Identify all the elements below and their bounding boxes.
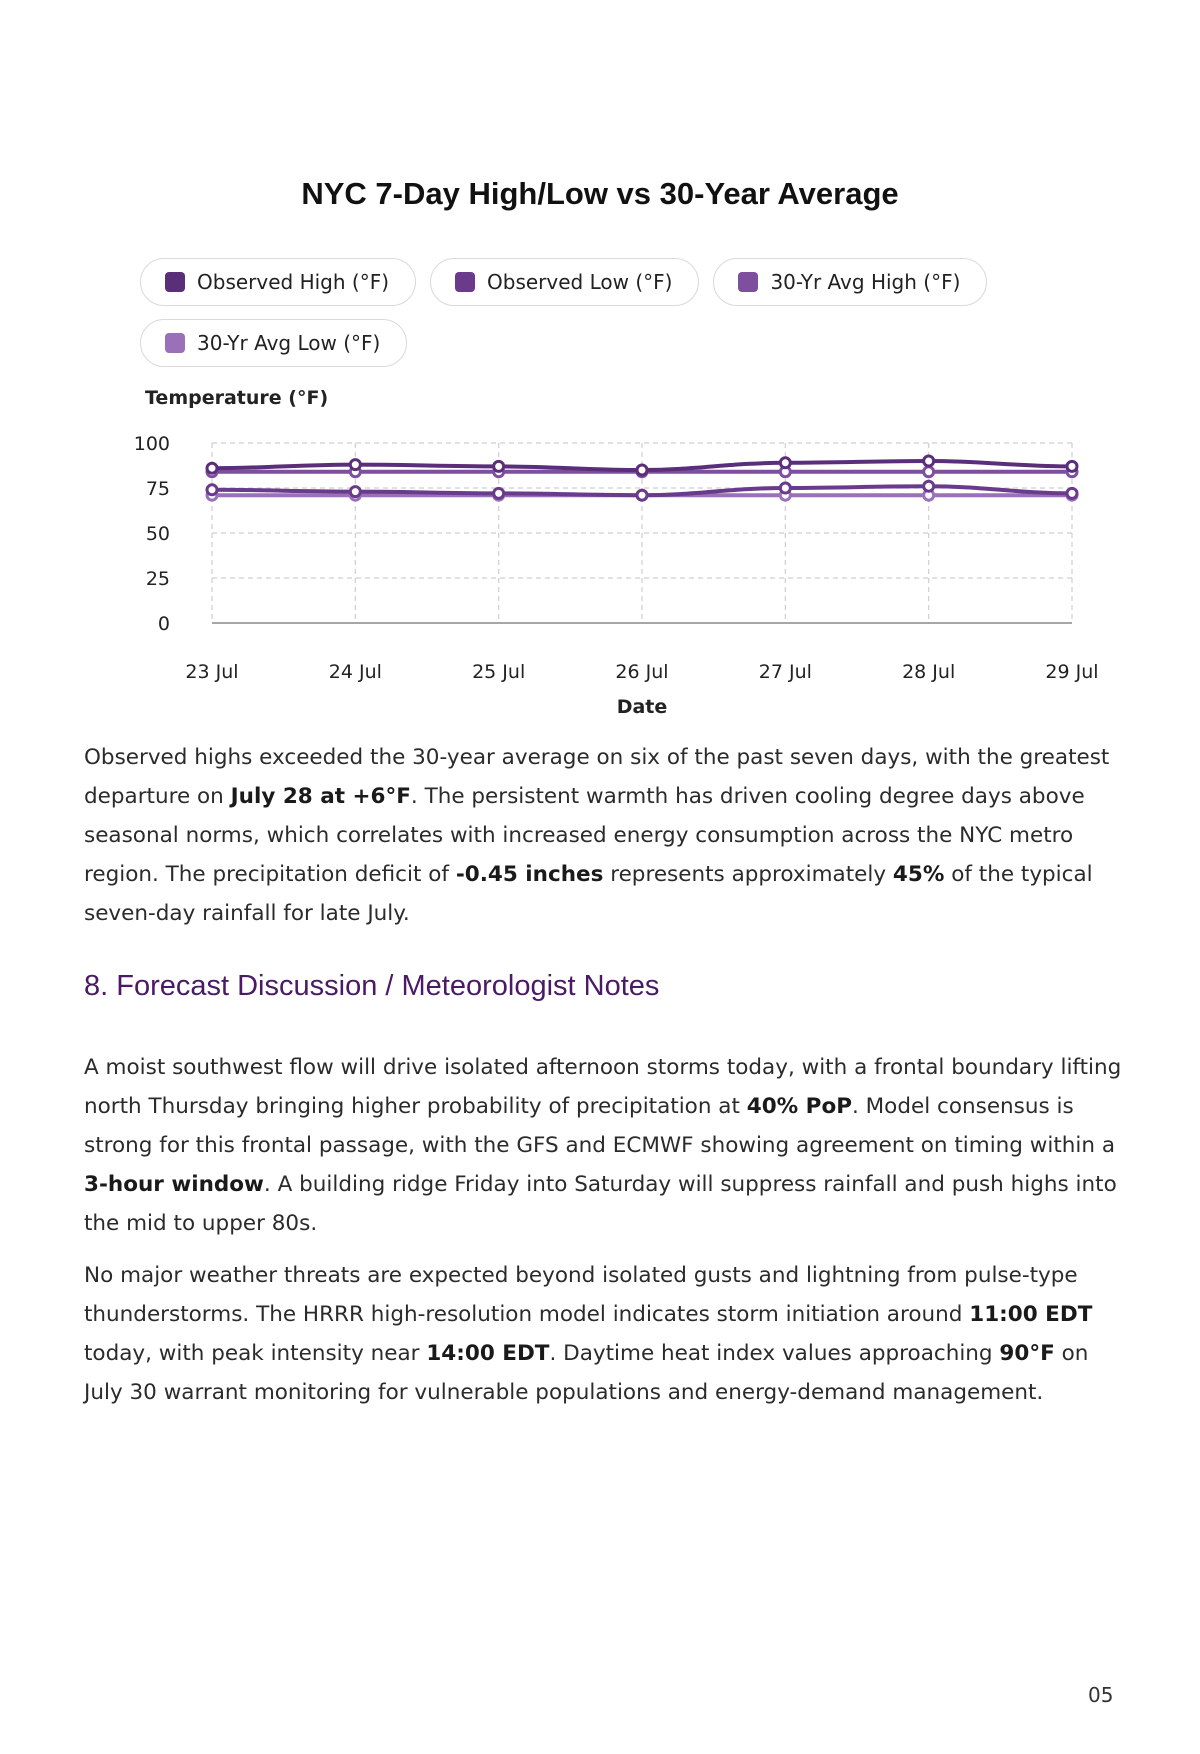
y-axis-label: Temperature (°F) [145, 387, 329, 409]
legend-swatch [738, 272, 758, 292]
legend-item-avg-high[interactable] [713, 258, 987, 306]
text-run: No major weather threats are expected beyond isolated gusts and lightning from pulse-type thunderstorms. The HRRR high-resolution model indicates storm initiation around [84, 1263, 1078, 1327]
emphasis-text: 14:00 EDT [426, 1341, 550, 1366]
x-tick-label: 28 Jul [902, 661, 956, 683]
legend-label: Observed High (°F) [197, 270, 390, 294]
section-heading: 8. Forecast Discussion / Meteorologist Notes [84, 970, 660, 1002]
x-axis-label: Date [616, 696, 668, 718]
legend-swatch [165, 272, 185, 292]
legend-item-observed-low[interactable] [430, 258, 699, 306]
y-tick-label: 0 [157, 613, 170, 635]
data-point [350, 460, 360, 470]
y-axis-ticks [134, 433, 170, 635]
page-number: 05 [1088, 1683, 1114, 1707]
chart-title: NYC 7-Day High/Low vs 30-Year Average [301, 176, 899, 211]
text-run: . Model consensus is strong for this frontal passage, with the GFS and ECMWF showing agreement on timing within a [84, 1094, 1116, 1158]
data-point [780, 483, 790, 493]
forecast-paragraph [84, 1048, 1124, 1243]
text-run: Observed highs exceeded the 30-year average on six of the past seven days, with the greatest departure on [84, 745, 1110, 809]
text-run: . The persistent warmth has driven cooling degree days above seasonal norms, which correlates with increased energy consumption across the NYC metro region. The precipitation deficit of [84, 784, 1085, 887]
legend-label: Observed Low (°F) [487, 270, 673, 294]
emphasis-text: 40% PoP [746, 1094, 852, 1119]
data-point [924, 481, 934, 491]
y-tick-label: 25 [145, 568, 170, 590]
legend-swatch [165, 333, 185, 353]
x-tick-label: 23 Jul [185, 661, 239, 683]
legend-label: 30-Yr Avg Low (°F) [197, 331, 381, 355]
data-point [1067, 461, 1077, 471]
emphasis-text: 90°F [999, 1341, 1055, 1366]
legend-swatch [455, 272, 475, 292]
data-point [637, 465, 647, 475]
text-run: A moist southwest flow will drive isolated afternoon storms today, with a frontal boundary lifting north Thursday bringing higher probability of precipitation at [84, 1055, 1122, 1119]
data-point [494, 488, 504, 498]
text-run: of the typical seven-day rainfall for late July. [84, 862, 1093, 926]
data-point [1067, 488, 1077, 498]
emphasis-text: 3-hour window [84, 1172, 264, 1197]
x-tick-label: 29 Jul [1045, 661, 1099, 683]
data-point [780, 458, 790, 468]
x-axis-ticks [185, 661, 1098, 683]
data-point [924, 467, 934, 477]
data-point [637, 490, 647, 500]
emphasis-text: -0.45 inches [455, 862, 604, 887]
threats-paragraph [84, 1256, 1124, 1412]
text-run: today, with peak intensity near [84, 1341, 427, 1366]
y-tick-label: 50 [145, 523, 170, 545]
temperature-line-chart [0, 380, 1200, 720]
legend-item-avg-low[interactable] [140, 319, 407, 367]
chart-summary-paragraph [84, 738, 1124, 933]
y-tick-label: 75 [145, 478, 170, 500]
data-point [924, 456, 934, 466]
y-tick-label: 100 [133, 433, 170, 455]
text-run: represents approximately [603, 862, 893, 887]
emphasis-text: July 28 at +6°F [230, 784, 411, 809]
legend-label: 30-Yr Avg High (°F) [770, 270, 961, 294]
data-point [494, 461, 504, 471]
text-run: . Daytime heat index values approaching [549, 1341, 1000, 1366]
text-run: on July 30 warrant monitoring for vulnerable populations and energy-demand management. [84, 1341, 1089, 1405]
text-run: . A building ridge Friday into Saturday will suppress rainfall and push highs into the mid to upper 80s. [84, 1172, 1117, 1236]
emphasis-text: 11:00 EDT [969, 1302, 1093, 1327]
x-tick-label: 25 Jul [472, 661, 526, 683]
x-tick-label: 26 Jul [615, 661, 669, 683]
chart-legend [140, 258, 1020, 367]
emphasis-text: 45% [892, 862, 945, 887]
data-point [350, 487, 360, 497]
legend-item-observed-high[interactable] [140, 258, 416, 306]
data-point [207, 463, 217, 473]
data-point [207, 485, 217, 495]
x-tick-label: 27 Jul [758, 661, 812, 683]
x-tick-label: 24 Jul [328, 661, 382, 683]
